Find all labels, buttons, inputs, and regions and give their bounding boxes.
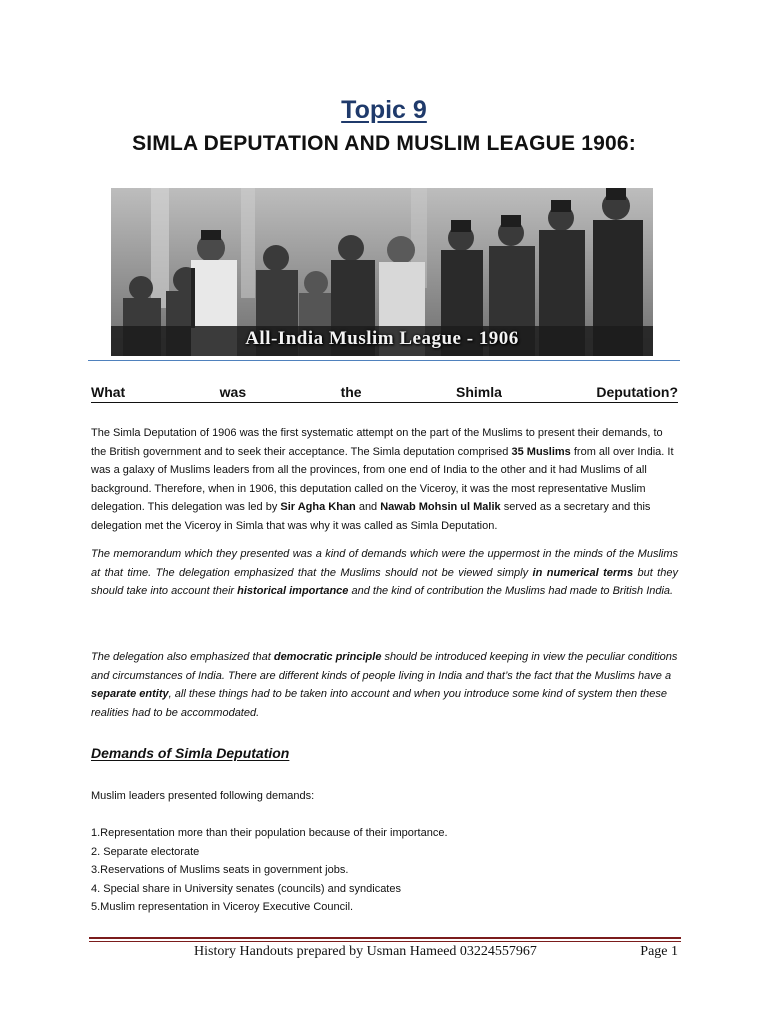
footer-divider-thin bbox=[89, 941, 681, 942]
page-number: Page 1 bbox=[640, 944, 678, 959]
question-word: What bbox=[91, 384, 126, 400]
question-word: was bbox=[219, 384, 247, 400]
text-run: should be introduced keeping in view the peculiar conditions and circumstances of India. There are different kinds of people living in India and that’s the fact that the Muslims have a bbox=[91, 651, 678, 682]
paragraph-intro bbox=[91, 424, 678, 535]
page-title: SIMLA DEPUTATION AND MUSLIM LEAGUE 1906: bbox=[132, 132, 636, 155]
list-item: 2. Separate electorate bbox=[91, 845, 200, 858]
list-item: 4. Special share in University senates (councils) and syndicates bbox=[91, 882, 401, 895]
list-item: 5.Muslim representation in Viceroy Executive Council. bbox=[91, 901, 354, 913]
text-run: and bbox=[355, 501, 381, 513]
topic-label: Topic 9 bbox=[341, 96, 427, 124]
bold-run: in numerical terms bbox=[532, 566, 634, 579]
demands-intro: Muslim leaders presented following demands: bbox=[91, 790, 315, 802]
question-word: Deputation? bbox=[596, 384, 678, 400]
paragraph-democratic-principle bbox=[91, 648, 678, 722]
bold-run: Nawab Mohsin ul Malik bbox=[380, 501, 501, 513]
photo-divider bbox=[88, 360, 680, 361]
demands-heading: Demands of Simla Deputation bbox=[91, 745, 290, 761]
question-word: the bbox=[340, 384, 362, 400]
text-run: but they should take into account their bbox=[91, 566, 678, 597]
bold-run: democratic principle bbox=[273, 651, 382, 663]
question-word: Shimla bbox=[456, 384, 502, 400]
bold-run: Sir Agha Khan bbox=[280, 501, 356, 513]
list-item: 3.Reservations of Muslims seats in government jobs. bbox=[91, 864, 349, 876]
footer-credit: History Handouts prepared by Usman Hameed 03224557967 bbox=[194, 944, 537, 959]
text-run: The Simla Deputation of 1906 was the first systematic attempt on the part of the Muslims to present their demands, to the British government and to seek their acceptance. The Simla deputation comprised bbox=[91, 427, 663, 458]
demands-list bbox=[91, 824, 448, 917]
text-run: and the kind of contribution the Muslims had made to British India. bbox=[348, 585, 674, 597]
text-run: from all over India. It was a galaxy of Muslims leaders from all the provinces, from one end of India to the other and it had Muslims of all background. Therefore, when in 1906, this deputation called on the Viceroy, it was the most representative Muslim delegation. This delegation was led by bbox=[91, 445, 674, 513]
historical-photo bbox=[111, 188, 653, 356]
bold-run: 35 Muslims bbox=[511, 445, 571, 458]
bold-run: historical importance bbox=[237, 585, 349, 597]
text-run: served as a secretary and this delegation met the Viceroy in Simla that was why it was called as Simla Deputation. bbox=[91, 501, 651, 532]
bold-run: separate entity bbox=[91, 688, 169, 700]
text-run: The delegation also emphasized that bbox=[91, 651, 274, 663]
text-run: The memorandum which they presented was a kind of demands which were the uppermost in the minds of the Muslims at that time. The delegation emphasized that the Muslims should not be viewed simply bbox=[91, 548, 678, 579]
section-question-heading bbox=[91, 384, 678, 403]
footer-divider bbox=[89, 937, 681, 939]
photo-caption: All-India Muslim League - 1906 bbox=[245, 328, 519, 349]
paragraph-memorandum bbox=[91, 545, 678, 601]
list-item: 1.Representation more than their population because of their importance. bbox=[91, 827, 448, 839]
text-run: , all these things had to be taken into account and when you introduce some kind of system then these realities had to be accommodated. bbox=[91, 688, 668, 719]
